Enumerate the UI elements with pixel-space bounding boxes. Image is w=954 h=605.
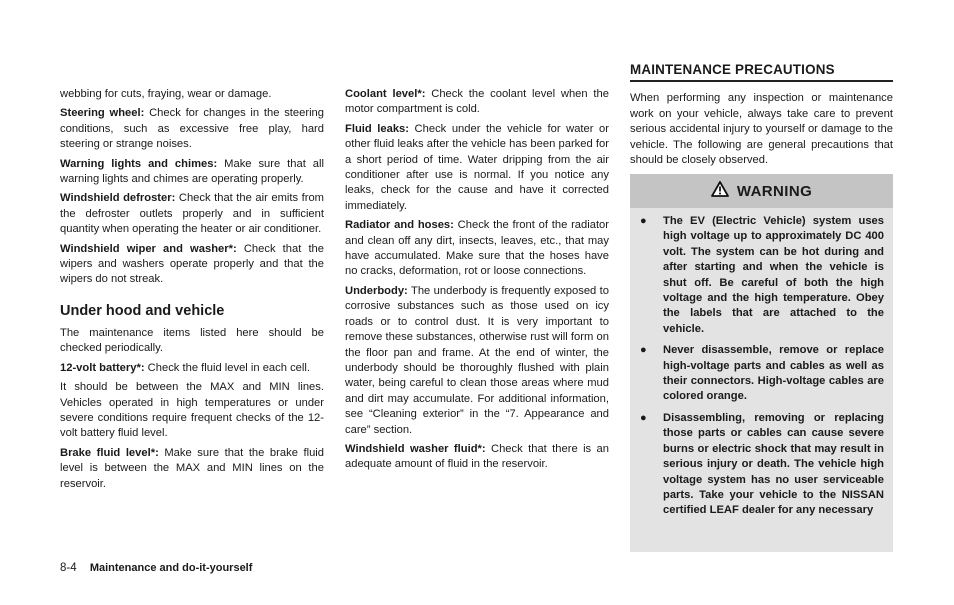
bullet: ● (640, 411, 647, 424)
warning-lights-text: Make sure that all warning lights and chimes are operating properly. (60, 157, 324, 186)
page-number: 8-4 (60, 562, 77, 574)
brake-fluid-label: Brake fluid level*: (60, 446, 159, 459)
warning-item (638, 214, 884, 337)
paragraph-webbing (60, 87, 324, 102)
defroster-label: Windshield defroster: (60, 192, 176, 205)
washer-fluid-label: Windshield washer fluid*: (345, 442, 486, 455)
wiper-washer-text: Check that the wipers and washers operate properly and that the wipers do not streak. (60, 242, 325, 286)
coolant-text: Check the coolant level when the motor compartment is cold. (345, 88, 609, 116)
paragraph-under-hood-intro: The maintenance items listed here should be checked periodically. (60, 326, 324, 355)
middle-column (345, 87, 609, 477)
paragraph-fluid-leaks (345, 122, 609, 214)
warning-item-text: Never disassemble, remove or replace high-voltage parts and cables as well as their connectors. High-voltage cables are colored orange. (663, 344, 884, 403)
warning-item (638, 411, 884, 519)
warning-item (638, 343, 884, 405)
warning-list (630, 208, 893, 519)
paragraph-wiper-washer (60, 242, 324, 288)
warning-triangle-icon (711, 181, 729, 202)
paragraph-battery (60, 361, 324, 376)
page-footer (60, 562, 252, 574)
paragraph-steering-wheel (60, 106, 324, 152)
paragraph-underbody (345, 284, 609, 438)
paragraph-windshield-defroster (60, 191, 324, 237)
radiator-label: Radiator and hoses: (345, 219, 454, 232)
paragraph-radiator (345, 218, 609, 280)
footer-title: Maintenance and do-it-yourself (89, 562, 253, 574)
paragraph-coolant (345, 87, 609, 118)
battery-label: 12-volt battery*: (60, 361, 145, 374)
coolant-label: Coolant level*: (345, 88, 426, 100)
brake-fluid-text: Make sure that the brake fluid level is between the MAX and MIN lines on the reservoir. (60, 446, 324, 490)
washer-fluid-text: Check that there is an adequate amount of fluid in the reservoir. (345, 442, 609, 471)
fluid-leaks-text: Check under the vehicle for water or other fluid leaks after the vehicle has been parked for a short period of time. Water dripping from the air conditioner after use is normal. If you notice any leaks, check for the cause and have it corrected immediately. (345, 122, 609, 212)
precautions-intro: When performing any inspection or maintenance work on your vehicle, always take care to prevent serious accidental injury to yourself or damage to the vehicle. The following are general precautions that should be closely observed. (630, 92, 893, 167)
warning-title: WARNING (736, 182, 813, 200)
under-hood-heading: Under hood and vehicle (60, 302, 225, 319)
right-column (630, 62, 893, 172)
defroster-text: Check that the air emits from the defroster outlets properly and in sufficient quantity when operating the heater or air conditioner. (60, 192, 324, 236)
left-column (60, 87, 324, 496)
bullet: ● (640, 344, 647, 357)
paragraph-washer-fluid (345, 442, 609, 473)
battery-text: Check the fluid level in each cell. (144, 361, 310, 374)
maintenance-precautions-heading: MAINTENANCE PRECAUTIONS (630, 62, 893, 82)
warning-box (630, 174, 893, 552)
bullet: ● (640, 215, 647, 227)
warning-item-text: The EV (Electric Vehicle) system uses high voltage up to approximately DC 400 volt. The system can be hot during and after starting and when the vehicle is shut off. Be careful of both the high voltage and the high temperature. Obey the labels that are attached to the vehicle. (663, 215, 884, 335)
steering-wheel-label: Steering wheel: (60, 107, 145, 120)
fluid-leaks-label: Fluid leaks: (345, 122, 409, 135)
warning-header (630, 174, 893, 208)
paragraph-warning-lights (60, 157, 324, 188)
warning-item-text: Disassembling, removing or replacing those parts or cables can cause severe burns or electric shock that may result in serious injury or death. The vehicle high voltage system has no user serviceable parts. Take your vehicle to the NISSAN certified LEAF dealer for any necessary (663, 411, 884, 517)
warning-lights-label: Warning lights and chimes: (60, 157, 218, 170)
steering-wheel-text: Check for changes in the steering conditions, such as excessive free play, hard steering or strange noises. (60, 107, 325, 151)
underbody-label: Underbody: (345, 284, 408, 297)
webbing-text: webbing for cuts, fraying, wear or damage. (60, 88, 272, 100)
paragraph-battery-note: It should be between the MAX and MIN lines. Vehicles operated in high temperatures or under severe conditions require frequent checks of the 12-volt battery fluid level. (60, 381, 324, 440)
underbody-text: The underbody is frequently exposed to corrosive substances such as those used on icy roads or to control dust. It is very important to remove these substances, otherwise rust will form on the floor pan and frame. At the end of winter, the underbody should be thoroughly flushed with plain water, being careful to clean those areas where mud and dirt may accumulate. For additional information, see “Cleaning exterior” in the “7. Appearance and care” section. (345, 284, 609, 436)
radiator-text: Check the front of the radiator and clean off any dirt, insects, leaves, etc., that may have accumulated. Make sure that the hoses have no cracks, deformation, rot or loose connections. (345, 219, 609, 278)
wiper-washer-label: Windshield wiper and washer*: (60, 242, 237, 255)
paragraph-brake-fluid (60, 446, 324, 492)
